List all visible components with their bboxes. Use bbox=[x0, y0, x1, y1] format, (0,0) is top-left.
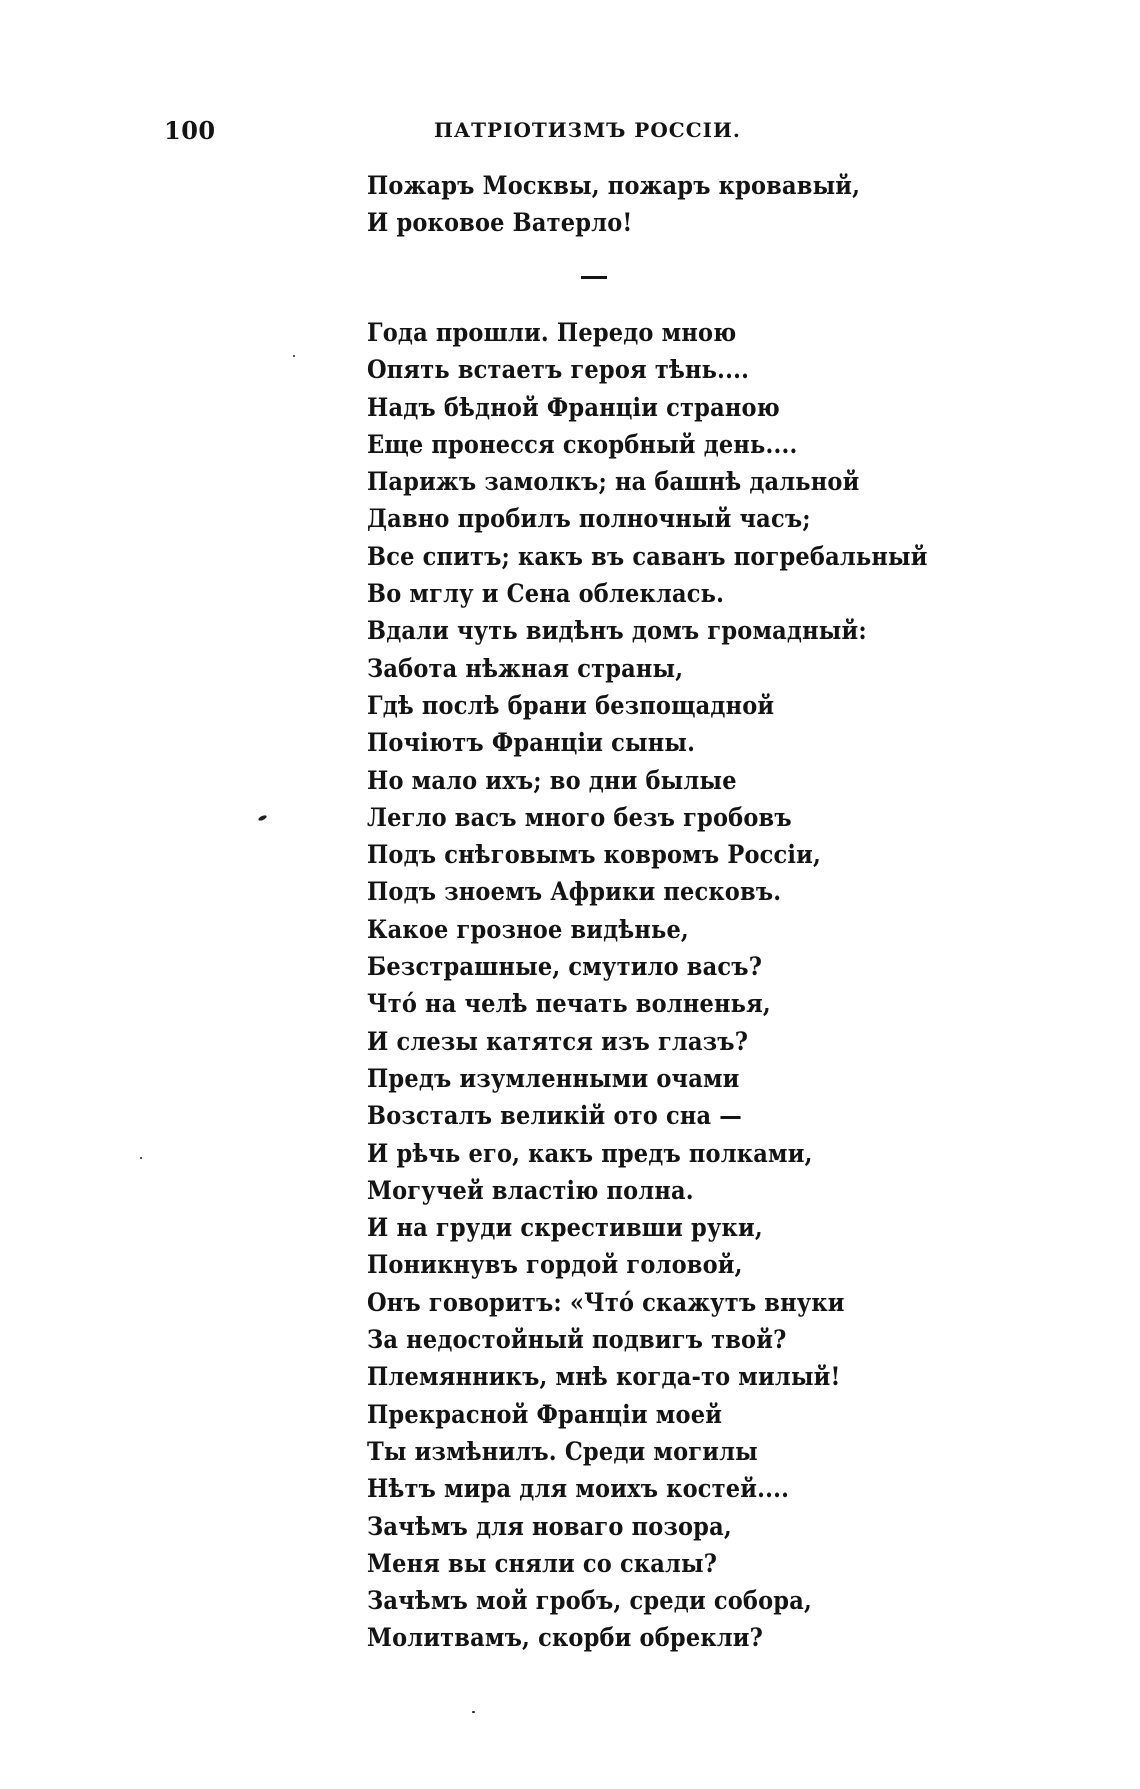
verse-line: Прекрасной Франціи моей bbox=[367, 1399, 723, 1429]
scan-speck bbox=[293, 355, 295, 357]
verse-line: И на груди скрестивши руки, bbox=[367, 1213, 763, 1243]
running-title: ПАТРІОТИЗМЪ РОССІИ. bbox=[434, 118, 741, 142]
verse-line: Молитвамъ, скорби обрекли? bbox=[367, 1623, 764, 1653]
verse-line: Безстрашные, смутило васъ? bbox=[367, 952, 763, 982]
section-divider bbox=[581, 276, 607, 279]
verse-line: Возсталъ великій ото сна — bbox=[367, 1101, 742, 1131]
verse-line: Во мглу и Сена облеклась. bbox=[367, 579, 725, 609]
verse-line: Какое грозное видѣнье, bbox=[367, 914, 689, 944]
verse-line: Поникнувъ гордой головой, bbox=[367, 1250, 743, 1280]
verse-line: Могучей властію полна. bbox=[367, 1175, 694, 1205]
verse-line: Почіютъ Франціи сыны. bbox=[367, 728, 696, 758]
verse-line: Года прошли. Передо мною bbox=[367, 318, 737, 347]
verse-line: Предъ изумленными очами bbox=[367, 1063, 740, 1093]
verse-line: Подъ снѣговымъ ковромъ Россіи, bbox=[367, 840, 822, 870]
verse-line: И роковое Ватерло! bbox=[367, 208, 633, 238]
verse-line: И слезы катятся изъ глазъ? bbox=[367, 1026, 749, 1056]
verse-line: Ты измѣнилъ. Среди могилы bbox=[367, 1436, 758, 1466]
verse-line: Вдали чуть видѣнъ домъ громадный: bbox=[367, 616, 867, 646]
scan-speck bbox=[258, 814, 268, 821]
verse-line: Племянникъ, мнѣ когда-то милый! bbox=[367, 1362, 841, 1392]
verse-line: Еще пронесся скорбный день.... bbox=[367, 429, 798, 459]
verse-line: Подъ зноемъ Африки песковъ. bbox=[367, 877, 782, 907]
verse-line: Надъ бѣдной Франціи страною bbox=[367, 392, 780, 422]
stanza-2 bbox=[367, 314, 990, 1657]
verse-line: И рѣчь его, какъ предъ полками, bbox=[367, 1138, 813, 1168]
verse-line: Легло васъ много безъ гробовъ bbox=[367, 802, 792, 832]
verse-line: Но мало ихъ; во дни былые bbox=[367, 765, 737, 795]
verse-line: Забота нѣжная страны, bbox=[367, 653, 684, 683]
verse-line: Пожаръ Москвы, пожаръ кровавый, bbox=[367, 171, 861, 200]
verse-line: Все спитъ; какъ въ саванъ погребальный bbox=[367, 541, 928, 571]
scan-speck bbox=[472, 1711, 475, 1713]
verse-line: Парижъ замолкъ; на башнѣ дальной bbox=[367, 467, 860, 497]
verse-line: Давно пробилъ полночный часъ; bbox=[367, 504, 811, 534]
verse-line: Чтó на челѣ печать волненья, bbox=[367, 989, 771, 1019]
scan-speck bbox=[140, 1157, 142, 1159]
verse-line: Зачѣмъ мой гробъ, среди собора, bbox=[367, 1586, 812, 1616]
stanza-1 bbox=[367, 167, 915, 242]
running-head bbox=[164, 116, 741, 146]
verse-line: Зачѣмъ для новаго позора, bbox=[367, 1511, 732, 1541]
verse-line: Опять встаетъ героя тѣнь.... bbox=[367, 355, 750, 385]
page-number: 100 bbox=[164, 116, 216, 145]
verse-line: Нѣтъ мира для моихъ костей.... bbox=[367, 1474, 790, 1504]
verse-line: Онъ говоритъ: «Чтó скажутъ внуки bbox=[367, 1287, 845, 1317]
verse-line: Гдѣ послѣ брани безпощадной bbox=[367, 690, 775, 720]
verse-line: Меня вы сняли со скалы? bbox=[367, 1548, 718, 1578]
verse-line: За недостойный подвигъ твой? bbox=[367, 1325, 787, 1355]
